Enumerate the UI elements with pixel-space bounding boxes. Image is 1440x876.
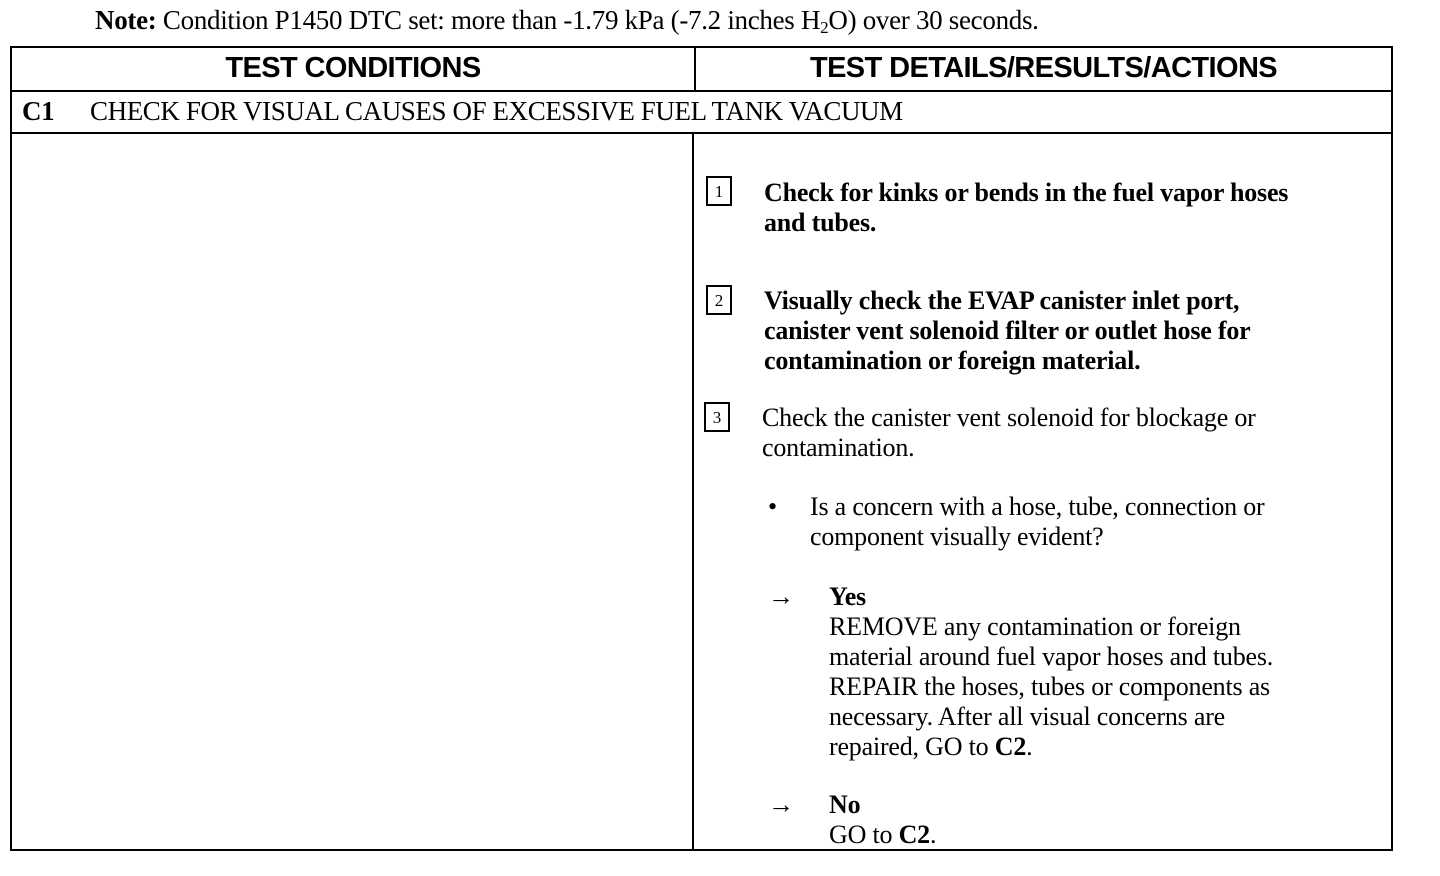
- question-line: component visually evident?: [810, 522, 1104, 551]
- answer-yes-line: REMOVE any contamination or foreign: [829, 612, 1241, 641]
- step-3-line: contamination.: [762, 433, 915, 462]
- header-divider: [12, 90, 1391, 92]
- step-3-text: [762, 403, 1256, 463]
- note-text-before: Condition P1450 DTC set: more than -1.79 kPa (-7.2 inches H: [162, 5, 821, 35]
- answer-yes-line: necessary. After all visual concerns are: [829, 702, 1226, 731]
- header-test-details: TEST DETAILS/RESULTS/ACTIONS: [809, 52, 1278, 84]
- answer-yes-line: [829, 732, 1273, 762]
- bullet-icon: •: [768, 492, 778, 521]
- step-2-line: contamination or foreign material.: [764, 346, 1141, 375]
- body-column-divider: [692, 132, 694, 851]
- step-number-box: 3: [704, 402, 730, 432]
- test-procedure-table: [10, 46, 1393, 851]
- answer-yes-label: Yes: [829, 582, 866, 611]
- section-divider: [12, 132, 1391, 134]
- answer-no-label: No: [829, 790, 861, 819]
- note-text-after: O) over 30 seconds.: [828, 5, 1039, 35]
- question-line: Is a concern with a hose, tube, connection or: [810, 492, 1265, 521]
- note-label: Note:: [95, 5, 157, 35]
- diagnostic-note: [95, 5, 1039, 36]
- answer-no-line: [829, 820, 936, 850]
- answer-no: [829, 790, 936, 850]
- section-id: C1: [22, 96, 55, 126]
- arrow-right-icon: →: [768, 790, 794, 819]
- step-2-text: [764, 286, 1251, 376]
- section-row: [22, 96, 903, 127]
- header-test-conditions: TEST CONDITIONS: [225, 52, 481, 84]
- goto-step-ref: C2: [898, 820, 930, 849]
- question-text: [810, 492, 1265, 552]
- step-1-text: [764, 178, 1288, 238]
- answer-yes-line: material around fuel vapor hoses and tubes.: [829, 642, 1274, 671]
- step-3-line: Check the canister vent solenoid for blockage or: [762, 403, 1256, 432]
- answer-no-goto-prefix: GO to: [829, 820, 899, 849]
- arrow-right-icon: →: [768, 582, 794, 611]
- answer-yes-goto-prefix: repaired, GO to: [829, 732, 995, 761]
- step-number-box: 1: [706, 176, 732, 206]
- step-1-line: and tubes.: [764, 208, 877, 237]
- goto-step-ref: C2: [994, 732, 1027, 761]
- step-1-line: Check for kinks or bends in the fuel vapor hoses: [764, 178, 1289, 207]
- step-number-box: 2: [706, 285, 732, 315]
- step-2-line: Visually check the EVAP canister inlet port,: [764, 286, 1240, 315]
- answer-no-goto-suffix: .: [929, 820, 937, 849]
- note-subscript: 2: [820, 18, 829, 37]
- section-title: CHECK FOR VISUAL CAUSES OF EXCESSIVE FUEL TANK VACUUM: [90, 96, 903, 126]
- answer-yes-goto-suffix: .: [1026, 732, 1033, 761]
- step-2-line: canister vent solenoid filter or outlet hose for: [764, 316, 1251, 345]
- answer-yes-line: REPAIR the hoses, tubes or components as: [829, 672, 1270, 701]
- answer-yes: [829, 582, 1273, 762]
